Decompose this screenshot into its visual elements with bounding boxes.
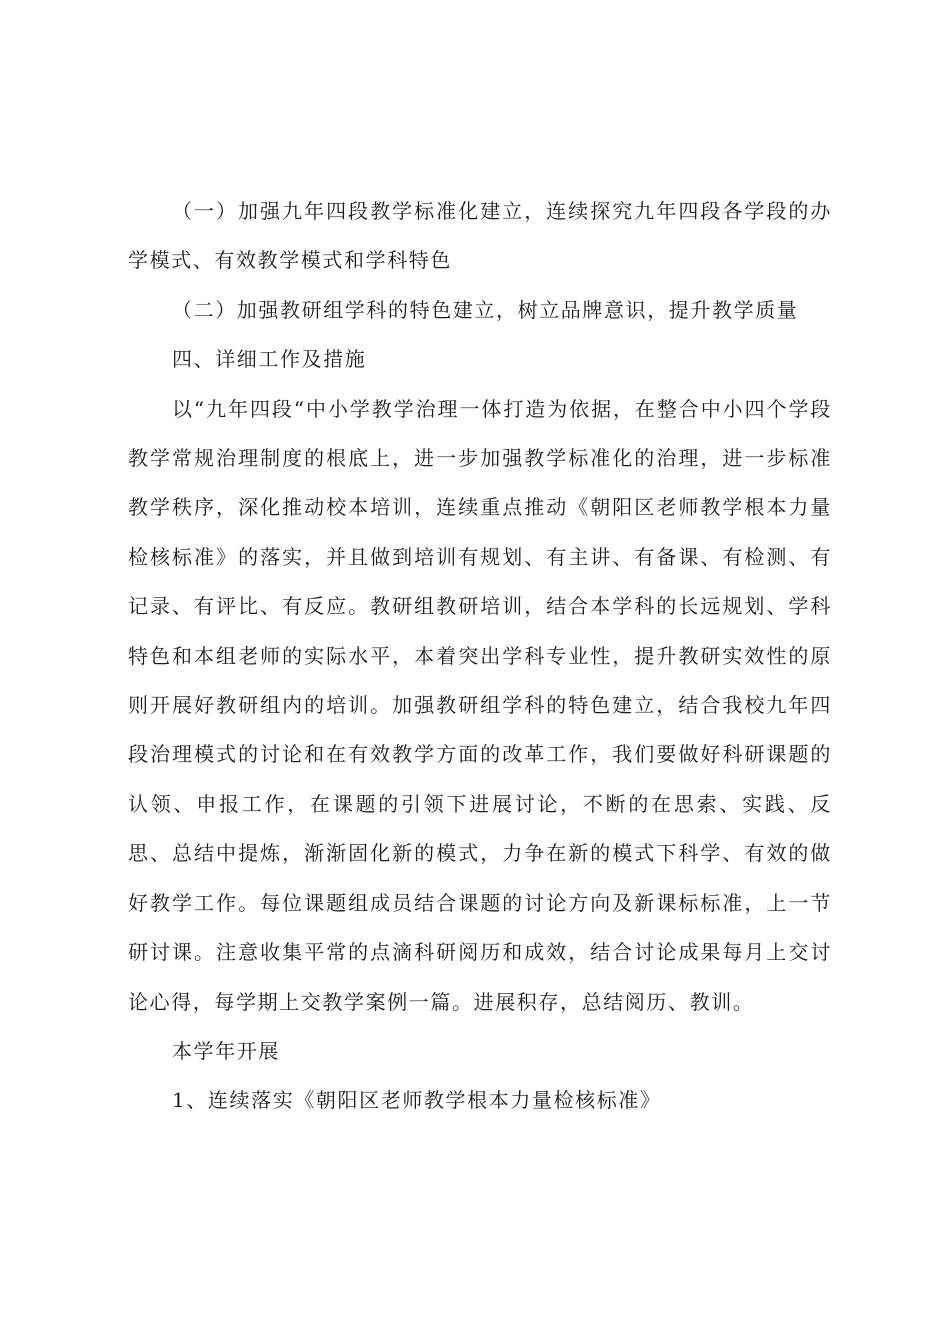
list-item-one: 1、连续落实《朝阳区老师教学根本力量检核标准》 — [172, 1088, 662, 1113]
paragraph-goal-two: （二）加强教研组学科的特色建立，树立品牌意识，提升教学质量 — [172, 297, 799, 322]
paragraph-year-plan: 本学年开展 — [172, 1038, 280, 1063]
paragraph-goal-one: （一）加强九年四段教学标准化建立，连续探究九年四段各学段的办学模式、有效教学模式和学科特色 — [128, 199, 832, 273]
paragraph-measures-body: 以“九年四段“中小学教学治理一体打造为依据，在整合中小四个学段教学常规治理制度的根底上，进一步加强教学标准化的治理，进一步标准教学秩序，深化推动校本培训，连续重点推动《朝阳区老师教学根本力量检核标准》的落实，并且做到培训有规划、有主讲、有备课、有检测、有记录、有评比、有反应。教研组教研培训，结合本学科的长远规划、学科特色和本组老师的实际水平，本着突出学科专业性，提升教研实效性的原则开展好教研组内的培训。加强教研组学科的特色建立，结合我校九年四段治理模式的讨论和在有效教学方面的改革工作，我们要做好科研课题的认领、申报工作，在课题的引领下进展讨论，不断的在思索、实践、反思、总结中提炼，渐渐固化新的模式，力争在新的模式下科学、有效的做好教学工作。每位课题组成员结合课题的讨论方向及新课标标准，上一节研讨课。注意收集平常的点滴科研阅历和成效，结合讨论成果每月上交讨论心得，每学期上交教学案例一篇。进展积存，总结阅历、教训。 — [128, 396, 832, 1014]
section-heading-measures: 四、详细工作及措施 — [172, 347, 367, 372]
document-body — [128, 187, 832, 1126]
